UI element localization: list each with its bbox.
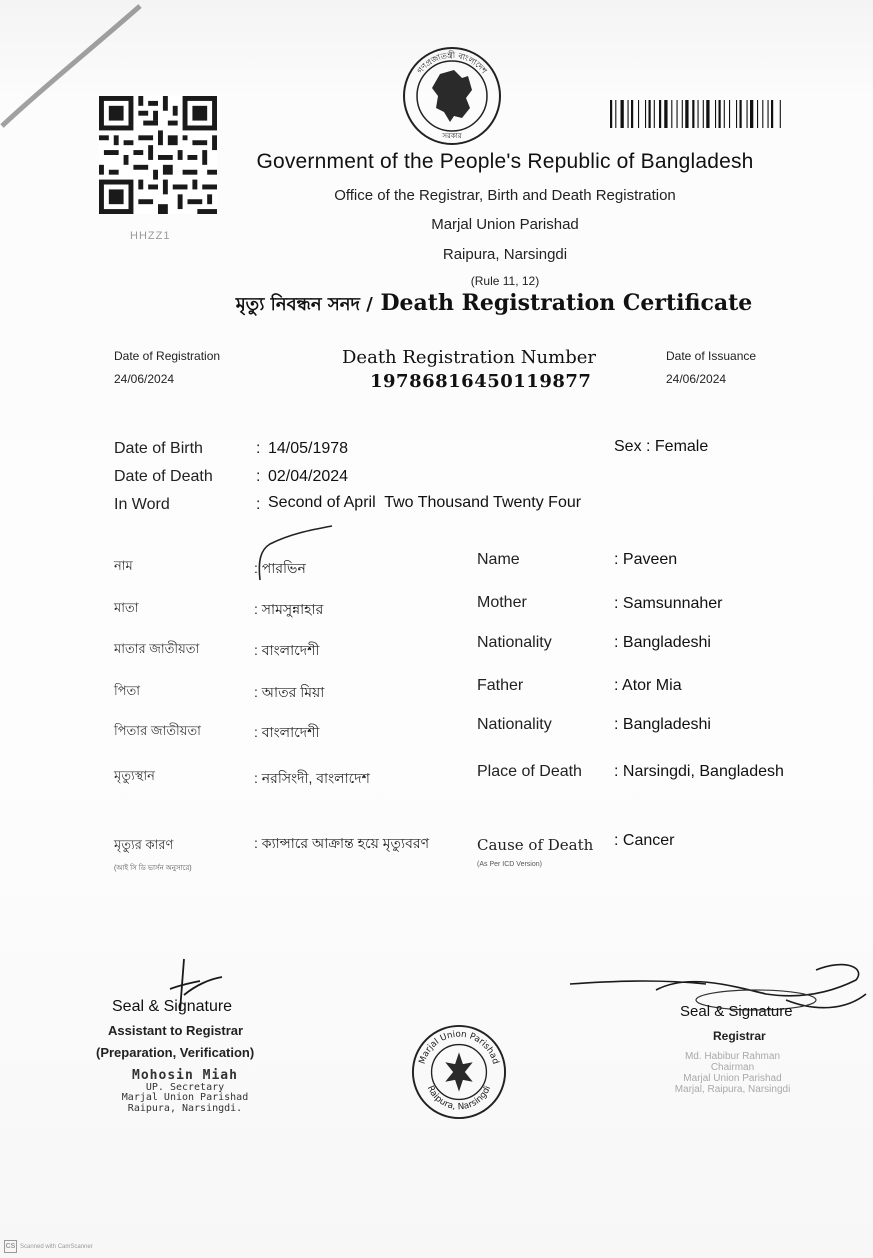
cause-bn-label: মৃত্যুর কারণ	[114, 837, 174, 852]
assistant-seal-signature-label: Seal & Signature	[112, 998, 233, 1015]
barcode-bar	[677, 100, 678, 128]
handwritten-check-mark	[250, 522, 340, 584]
barcode-bar	[780, 100, 781, 128]
barcode-bar	[621, 100, 624, 128]
assistant-stamp-title: UP. Secretary	[145, 1081, 225, 1093]
registrar-stamp-line1: Md. Habibur Rahman	[684, 1051, 781, 1062]
barcode-bar	[740, 100, 742, 128]
certificate-title-bn: মৃত্যু নিবন্ধন সনদ /	[235, 294, 373, 315]
seal-top-text: Marjal Union Parishad	[417, 1029, 501, 1066]
cause-en-label: Cause of Death	[477, 836, 594, 854]
cause-bn-note: (আই সি ডি ভার্সন অনুসারে)	[114, 865, 192, 872]
barcode-bar	[671, 100, 672, 128]
mother-bn-label: মাতা	[114, 600, 139, 615]
death-date-value: 02/04/2024	[268, 468, 349, 485]
father-nationality-en-value: : Bangladeshi	[614, 716, 711, 733]
cause-en-note: (As Per ICD Version)	[477, 861, 542, 868]
barcode-bar	[649, 100, 651, 128]
barcode-bar	[628, 100, 629, 128]
registration-date-value: 24/06/2024	[114, 372, 175, 386]
barcode-bar	[631, 100, 633, 128]
father-nationality-bn-label: পিতার জাতীয়তা	[114, 723, 201, 738]
assistant-role: Assistant to Registrar	[108, 1023, 244, 1038]
cause-bn-value: : ক্যান্সারে আক্রান্ত হয়ে মৃত্যুবরণ	[254, 835, 430, 851]
barcode-bar	[729, 100, 730, 128]
assistant-stamp-place: Raipura, Narsingdi.	[127, 1102, 243, 1114]
barcode-bar	[757, 100, 758, 128]
name-bn-value: : পারভিন	[254, 560, 306, 576]
barcode-bar	[638, 100, 639, 128]
sex-value: Sex : Female	[614, 438, 709, 455]
barcode-bar	[698, 100, 699, 128]
name-bn-label: নাম	[114, 558, 133, 573]
registrar-seal-signature-label: Seal & Signature	[680, 1003, 793, 1020]
barcode-bar	[615, 100, 616, 128]
issuance-date-label: Date of Issuance	[666, 349, 757, 363]
mother-nationality-bn-label: মাতার জাতীয়তা	[114, 641, 200, 656]
union-location: Raipura, Narsingdi	[442, 246, 568, 263]
union-parishad-seal-icon	[410, 1023, 508, 1121]
registrar-stamp-line4: Marjal, Raipura, Narsingdi	[674, 1084, 791, 1095]
registration-number-label: Death Registration Number	[342, 347, 596, 368]
in-word-value: Second of April Two Thousand Twenty Four	[268, 494, 582, 511]
registration-number-value: 19786816450119877	[370, 371, 592, 392]
barcode-bar	[724, 100, 725, 128]
barcode-bar	[736, 100, 737, 128]
barcode-bar	[692, 100, 694, 128]
registrar-stamp-line3: Marjal Union Parishad	[683, 1073, 782, 1084]
mother-nationality-en-label: Nationality	[477, 634, 552, 651]
barcode-bar	[610, 100, 612, 128]
barcode-bar	[715, 100, 716, 128]
government-title: Government of the People's Republic of Bangladesh	[256, 150, 754, 173]
father-nationality-en-label: Nationality	[477, 716, 552, 733]
emblem-bottom-text: সরকার	[442, 132, 462, 140]
barcode-bar	[685, 100, 688, 128]
barcode-bar	[750, 100, 753, 128]
death-date-label: Date of Death	[114, 468, 213, 485]
qr-reference-code: HHZZ1	[130, 230, 171, 242]
mother-en-value: : Samsunnaher	[614, 595, 723, 612]
barcode-bar	[762, 100, 763, 128]
name-en-value: : Paveen	[614, 551, 678, 568]
name-en-label: Name	[477, 551, 520, 568]
rule-reference: (Rule 11, 12)	[470, 274, 540, 288]
birth-date-value: 14/05/1978	[268, 440, 349, 457]
barcode-bar	[659, 100, 661, 128]
certificate-title	[0, 290, 873, 321]
mother-nationality-en-value: : Bangladeshi	[614, 634, 711, 651]
death-place-bn-value: : নরসিংদী, বাংলাদেশ	[254, 770, 370, 786]
father-bn-label: পিতা	[114, 683, 141, 698]
camscanner-logo-icon: CS	[4, 1240, 17, 1253]
registration-date-label: Date of Registration	[114, 349, 221, 363]
barcode-icon	[610, 100, 824, 128]
barcode-bar	[682, 100, 683, 128]
emblem-top-text: গণপ্রজাতন্ত্রী বাংলাদেশ	[415, 50, 489, 76]
office-title: Office of the Registrar, Birth and Death Registration	[334, 187, 676, 204]
union-name: Marjal Union Parishad	[431, 216, 579, 233]
death-date-colon: :	[256, 468, 261, 485]
seal-bottom-text: Raipura, Narsingdi	[424, 1084, 494, 1113]
assistant-stamp	[80, 1069, 290, 1114]
assistant-stamp-name: Mohosin Miah	[132, 1068, 238, 1083]
barcode-bar	[771, 100, 773, 128]
father-en-value: : Ator Mia	[614, 677, 682, 694]
scanner-note: Scanned with CamScanner	[20, 1243, 93, 1250]
barcode-bar	[703, 100, 704, 128]
registrar-role: Registrar	[713, 1029, 766, 1043]
government-emblem-icon	[402, 46, 502, 146]
in-word-colon: :	[256, 496, 261, 513]
scanner-watermark	[4, 1240, 93, 1253]
father-nationality-bn-value: : বাংলাদেশী	[254, 724, 320, 740]
barcode-bar	[664, 100, 667, 128]
issuance-date-value: 24/06/2024	[666, 372, 727, 386]
birth-date-colon: :	[256, 440, 261, 457]
barcode-bar	[645, 100, 646, 128]
birth-date-label: Date of Birth	[114, 440, 203, 457]
father-en-label: Father	[477, 677, 524, 694]
mother-bn-value: : সামসুন্নাহার	[254, 601, 324, 617]
in-word-label: In Word	[114, 496, 170, 513]
mother-en-label: Mother	[477, 594, 527, 611]
death-place-en-label: Place of Death	[477, 763, 582, 780]
mother-nationality-bn-value: : বাংলাদেশী	[254, 642, 320, 658]
registrar-stamp	[650, 1051, 815, 1095]
registrar-stamp-line2: Chairman	[710, 1062, 755, 1073]
cause-en-value: : Cancer	[614, 832, 675, 849]
assistant-duty: (Preparation, Verification)	[96, 1045, 255, 1060]
barcode-bar	[706, 100, 709, 128]
barcode-bar	[747, 100, 748, 128]
death-place-en-value: : Narsingdi, Bangladesh	[614, 763, 784, 780]
father-bn-value: : আতর মিয়া	[254, 684, 325, 700]
barcode-bar	[654, 100, 655, 128]
death-place-bn-label: মৃত্যুস্থান	[114, 768, 155, 783]
assistant-stamp-org: Marjal Union Parishad	[121, 1092, 249, 1104]
barcode-bar	[719, 100, 721, 128]
certificate-title-en: Death Registration Certificate	[380, 290, 753, 316]
barcode-bar	[768, 100, 769, 128]
